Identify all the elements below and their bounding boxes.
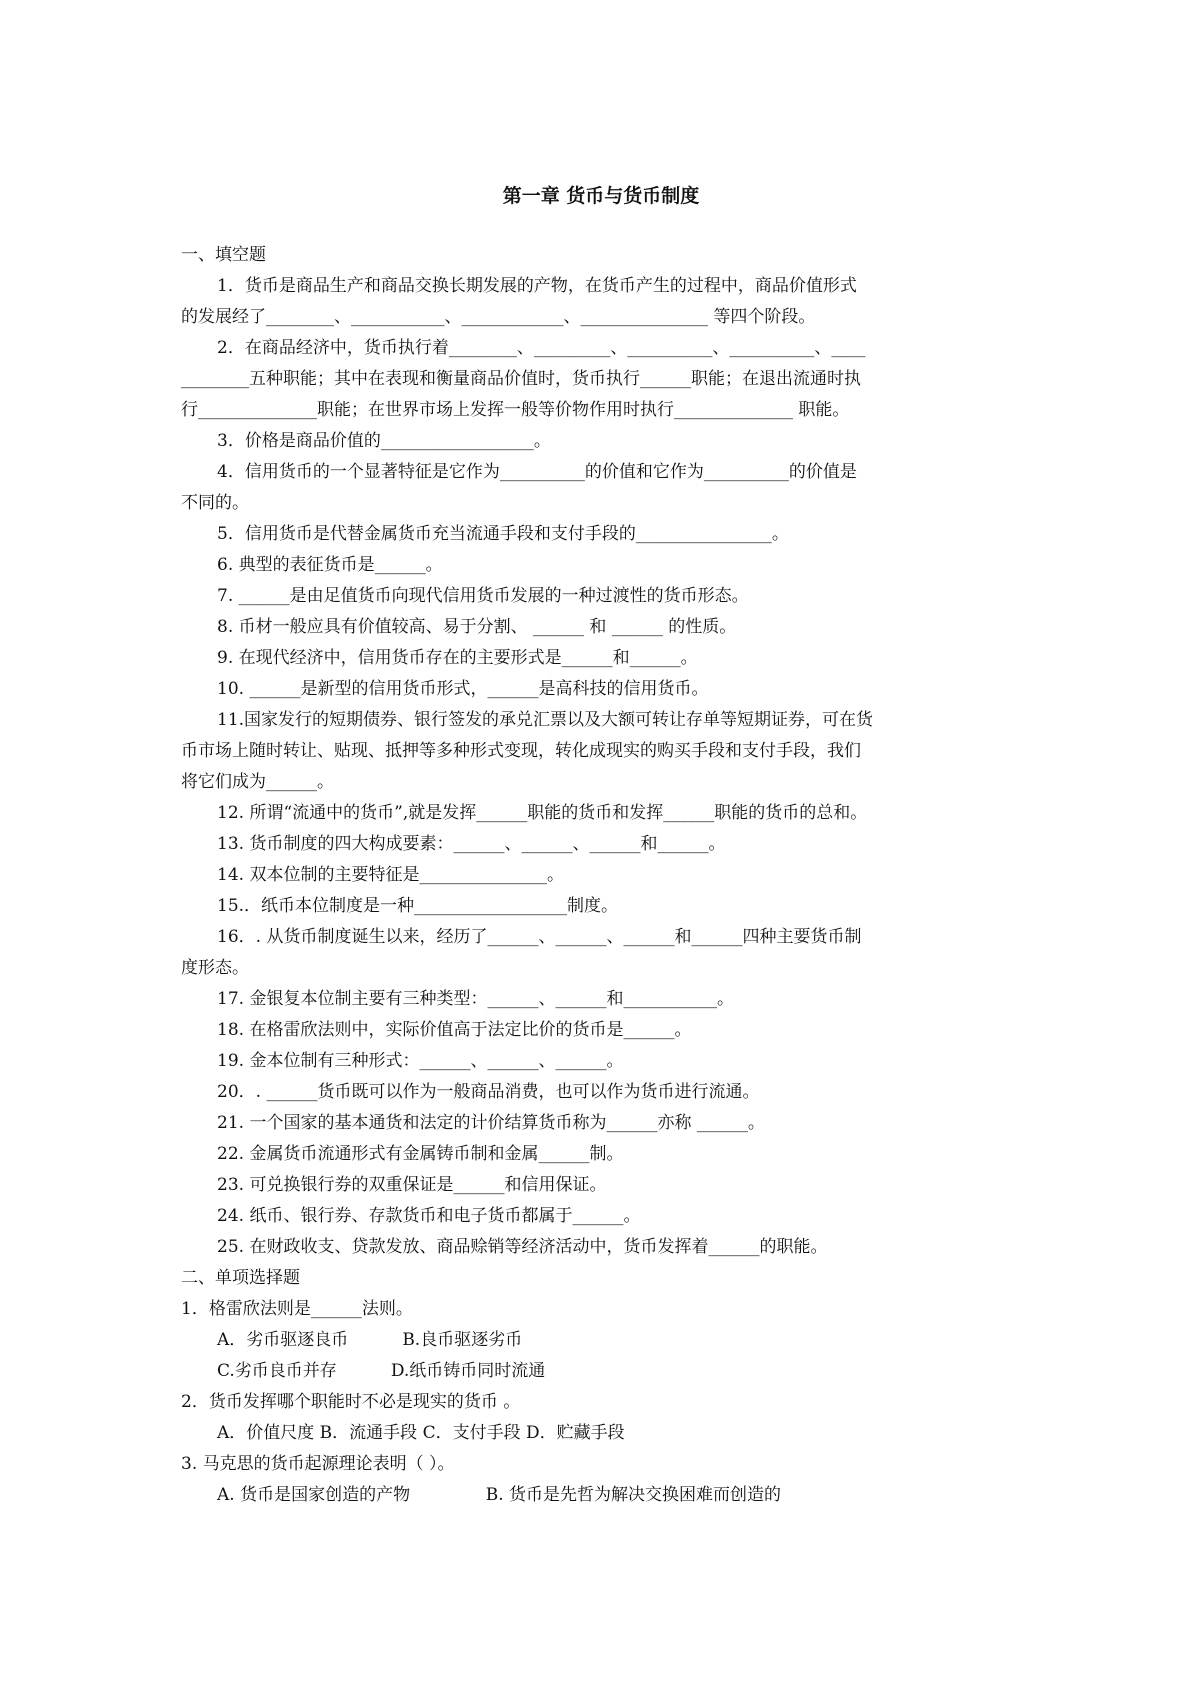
question-8: 8. 币材一般应具有价值较高、易于分割、 ______ 和 ______ 的性质。 — [217, 617, 737, 637]
question-18: 18. 在格雷欣法则中，实际价值高于法定比价的货币是______。 — [217, 1020, 692, 1040]
section-heading-fill-blank: 一、填空题 — [181, 245, 266, 265]
choice-question-3-options-ab: A. 货币是国家创造的产物 B. 货币是先哲为解决交换困难而创造的 — [217, 1485, 782, 1505]
question-19: 19. 金本位制有三种形式：______、______、______。 — [217, 1051, 624, 1071]
question-24: 24. 纸币、银行券、存款货币和电子货币都属于______。 — [217, 1206, 641, 1226]
question-2-cont: ________五种职能；其中在表现和衡量商品价值时，货币执行______职能；在退出流通时执 — [181, 369, 861, 389]
question-22: 22. 金属货币流通形式有金属铸币制和金属______制。 — [217, 1144, 624, 1164]
question-5: 5．信用货币是代替金属货币充当流通手段和支付手段的________________。 — [217, 524, 789, 544]
question-11-cont2: 将它们成为______。 — [181, 772, 334, 792]
question-12: 12. 所谓“流通中的货币”,就是发挥______职能的货币和发挥______职能的货币的总和。 — [217, 803, 868, 823]
question-4: 4．信用货币的一个显著特征是它作为__________的价值和它作为__________的价值是 — [217, 462, 857, 482]
question-2-cont2: 行______________职能；在世界市场上发挥一般等价物作用时执行______________ 职能。 — [181, 400, 850, 420]
question-9: 9. 在现代经济中，信用货币存在的主要形式是______和______。 — [217, 648, 698, 668]
question-25: 25. 在财政收支、贷款发放、商品赊销等经济活动中，货币发挥着______的职能。 — [217, 1237, 828, 1257]
choice-question-1: 1．格雷欣法则是______法则。 — [181, 1299, 413, 1319]
question-23: 23. 可兑换银行券的双重保证是______和信用保证。 — [217, 1175, 607, 1195]
question-3: 3．价格是商品价值的__________________。 — [217, 431, 551, 451]
question-16: 16．. 从货币制度诞生以来，经历了______、______、______和______四种主要货币制 — [217, 927, 862, 947]
question-20: 20．. ______货币既可以作为一般商品消费，也可以作为货币进行流通。 — [217, 1082, 760, 1102]
choice-question-1-options-cd: C.劣币良币并存 D.纸币铸币同时流通 — [217, 1361, 546, 1381]
choice-question-3: 3. 马克思的货币起源理论表明（ ）。 — [181, 1454, 455, 1474]
question-13: 13. 货币制度的四大构成要素：______、______、______和______。 — [217, 834, 726, 854]
question-16-cont: 度形态。 — [181, 958, 249, 978]
choice-question-1-options-ab: A．劣币驱逐良币 B.良币驱逐劣币 — [217, 1330, 523, 1350]
question-6: 6. 典型的表征货币是______。 — [217, 555, 443, 575]
question-1-cont: 的发展经了________、___________、____________、_______________ 等四个阶段。 — [181, 307, 816, 327]
question-10: 10. ______是新型的信用货币形式，______是高科技的信用货币。 — [217, 679, 709, 699]
page-title: 第一章 货币与货币制度 — [502, 185, 700, 207]
question-11: 11.国家发行的短期债券、银行签发的承兑汇票以及大额可转让存单等短期证券，可在货 — [217, 710, 874, 730]
question-1: 1．货币是商品生产和商品交换长期发展的产物，在货币产生的过程中，商品价值形式 — [217, 276, 857, 296]
question-15: 15.．纸币本位制度是一种__________________制度。 — [217, 896, 619, 916]
document-body — [181, 240, 1021, 1511]
choice-question-2: 2．货币发挥哪个职能时不必是现实的货币 。 — [181, 1392, 521, 1412]
question-14: 14. 双本位制的主要特征是_______________。 — [217, 865, 564, 885]
question-21: 21. 一个国家的基本通货和法定的计价结算货币称为______亦称 ______。 — [217, 1113, 765, 1133]
section-heading-single-choice: 二、单项选择题 — [181, 1268, 300, 1288]
question-4-cont: 不同的。 — [181, 493, 249, 513]
question-11-cont: 币市场上随时转让、贴现、抵押等多种形式变现，转化成现实的购买手段和支付手段，我们 — [181, 741, 861, 761]
question-7: 7. ______是由足值货币向现代信用货币发展的一种过渡性的货币形态。 — [217, 586, 749, 606]
question-2: 2．在商品经济中，货币执行着________、_________、__________、__________、____ — [217, 338, 866, 358]
choice-question-2-options: A．价值尺度 B．流通手段 C．支付手段 D．贮藏手段 — [217, 1423, 625, 1443]
question-17: 17. 金银复本位制主要有三种类型：______、______和___________。 — [217, 989, 734, 1009]
